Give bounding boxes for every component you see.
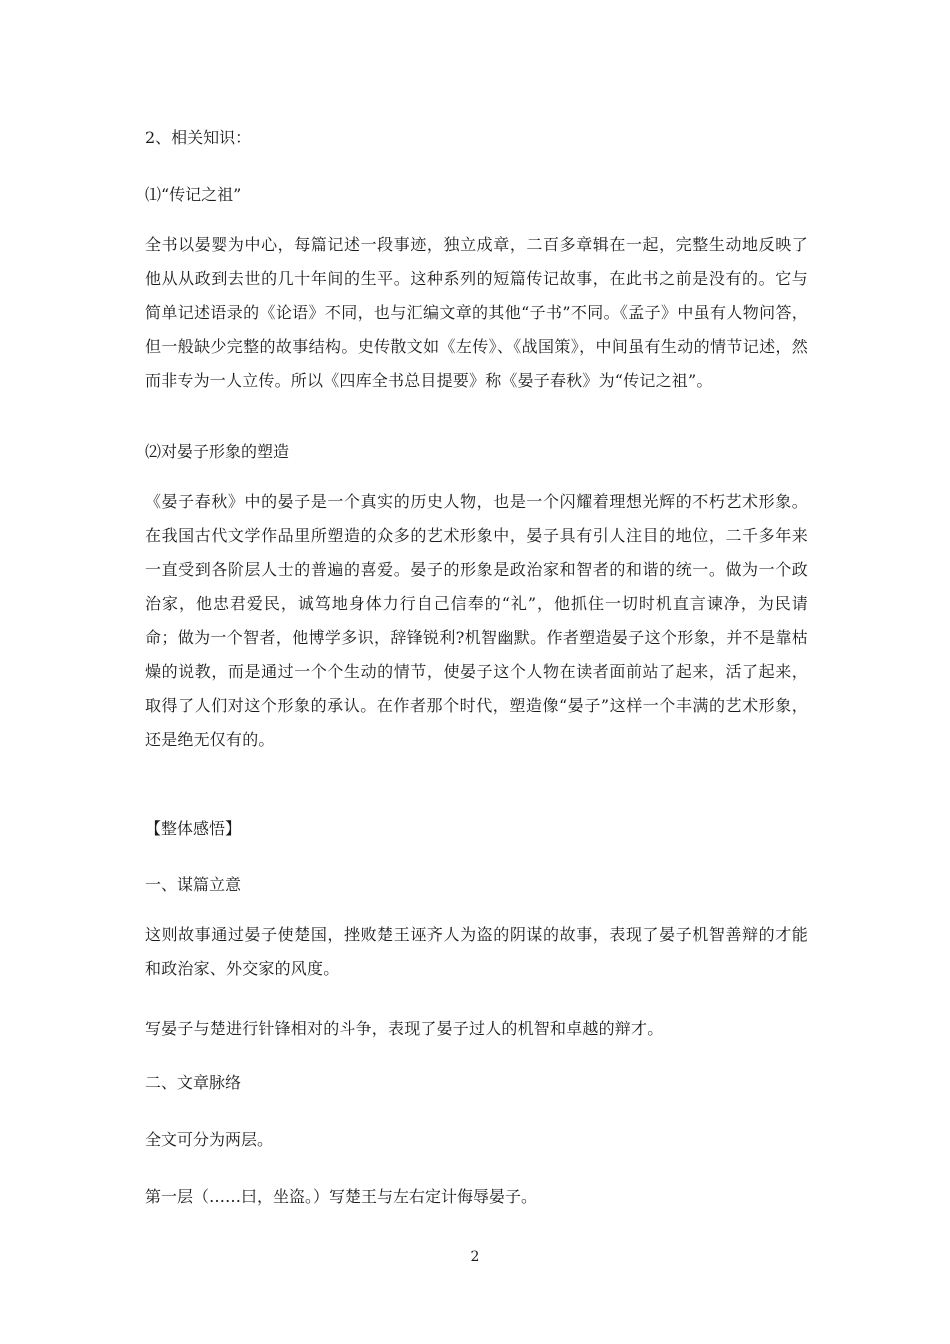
biography-paragraph: 全书以晏婴为中心，每篇记述一段事迹，独立成章，二百多章辑在一起，完整生动地反映了他从从政到去世的几十年间的生平。这种系列的短篇传记故事，在此书之前是没有的。它与简单记述语录的《论语》不同，也与汇编文章的其他“子书”不同。《孟子》中虽有人物问答，但一般缺少完整的故事结构。史传散文如《左传》、《战国策》，中间虽有生动的情节记述，然而非专为一人立传。所以《四库全书总目提要》称《晏子春秋》为“传记之祖”。 [145, 235, 808, 390]
overall-heading: 【整体感悟】 [145, 819, 242, 838]
structure-line-2: 第一层（……曰，坐盗。）写楚王与左右定计侮辱晏子。 [145, 1187, 538, 1206]
biography-heading: ⑴“传记之祖” [145, 185, 242, 204]
image-heading: ⑵对晏子形象的塑造 [145, 442, 290, 461]
structure-heading: 二、文章脉络 [145, 1073, 242, 1092]
related-knowledge-heading: 2、相关知识： [145, 128, 252, 147]
page-number: 2 [470, 1249, 480, 1265]
intent-heading: 一、谋篇立意 [145, 875, 242, 894]
intent-paragraph-2: 写晏子与楚进行针锋相对的斗争，表现了晏子过人的机智和卓越的辩才。 [145, 1019, 664, 1038]
structure-line-1: 全文可分为两层。 [145, 1130, 274, 1149]
image-paragraph: 《晏子春秋》中的晏子是一个真实的历史人物，也是一个闪耀着理想光辉的不朽艺术形象。在我国古代文学作品里所塑造的众多的艺术形象中，晏子具有引人注目的地位，二千多年来一直受到各阶层人士的普遍的喜爱。晏子的形象是政治家和智者的和谐的统一。做为一个政治家，他忠君爱民，诚笃地身体力行自己信奉的“礼”，他抓住一切时机直言谏净，为民请命；做为一个智者，他博学多识，辞锋锐利?机智幽默。作者塑造晏子这个形象，并不是靠枯燥的说教，而是通过一个个生动的情节，使晏子这个人物在读者面前站了起来，活了起来，取得了人们对这个形象的承认。在作者那个时代，塑造像“晏子”这样一个丰满的艺术形象，还是绝无仅有的。 [145, 492, 808, 749]
intent-paragraph: 这则故事通过晏子使楚国，挫败楚王诬齐人为盗的阴谋的故事，表现了晏子机智善辩的才能和政治家、外交家的风度。 [145, 925, 808, 978]
